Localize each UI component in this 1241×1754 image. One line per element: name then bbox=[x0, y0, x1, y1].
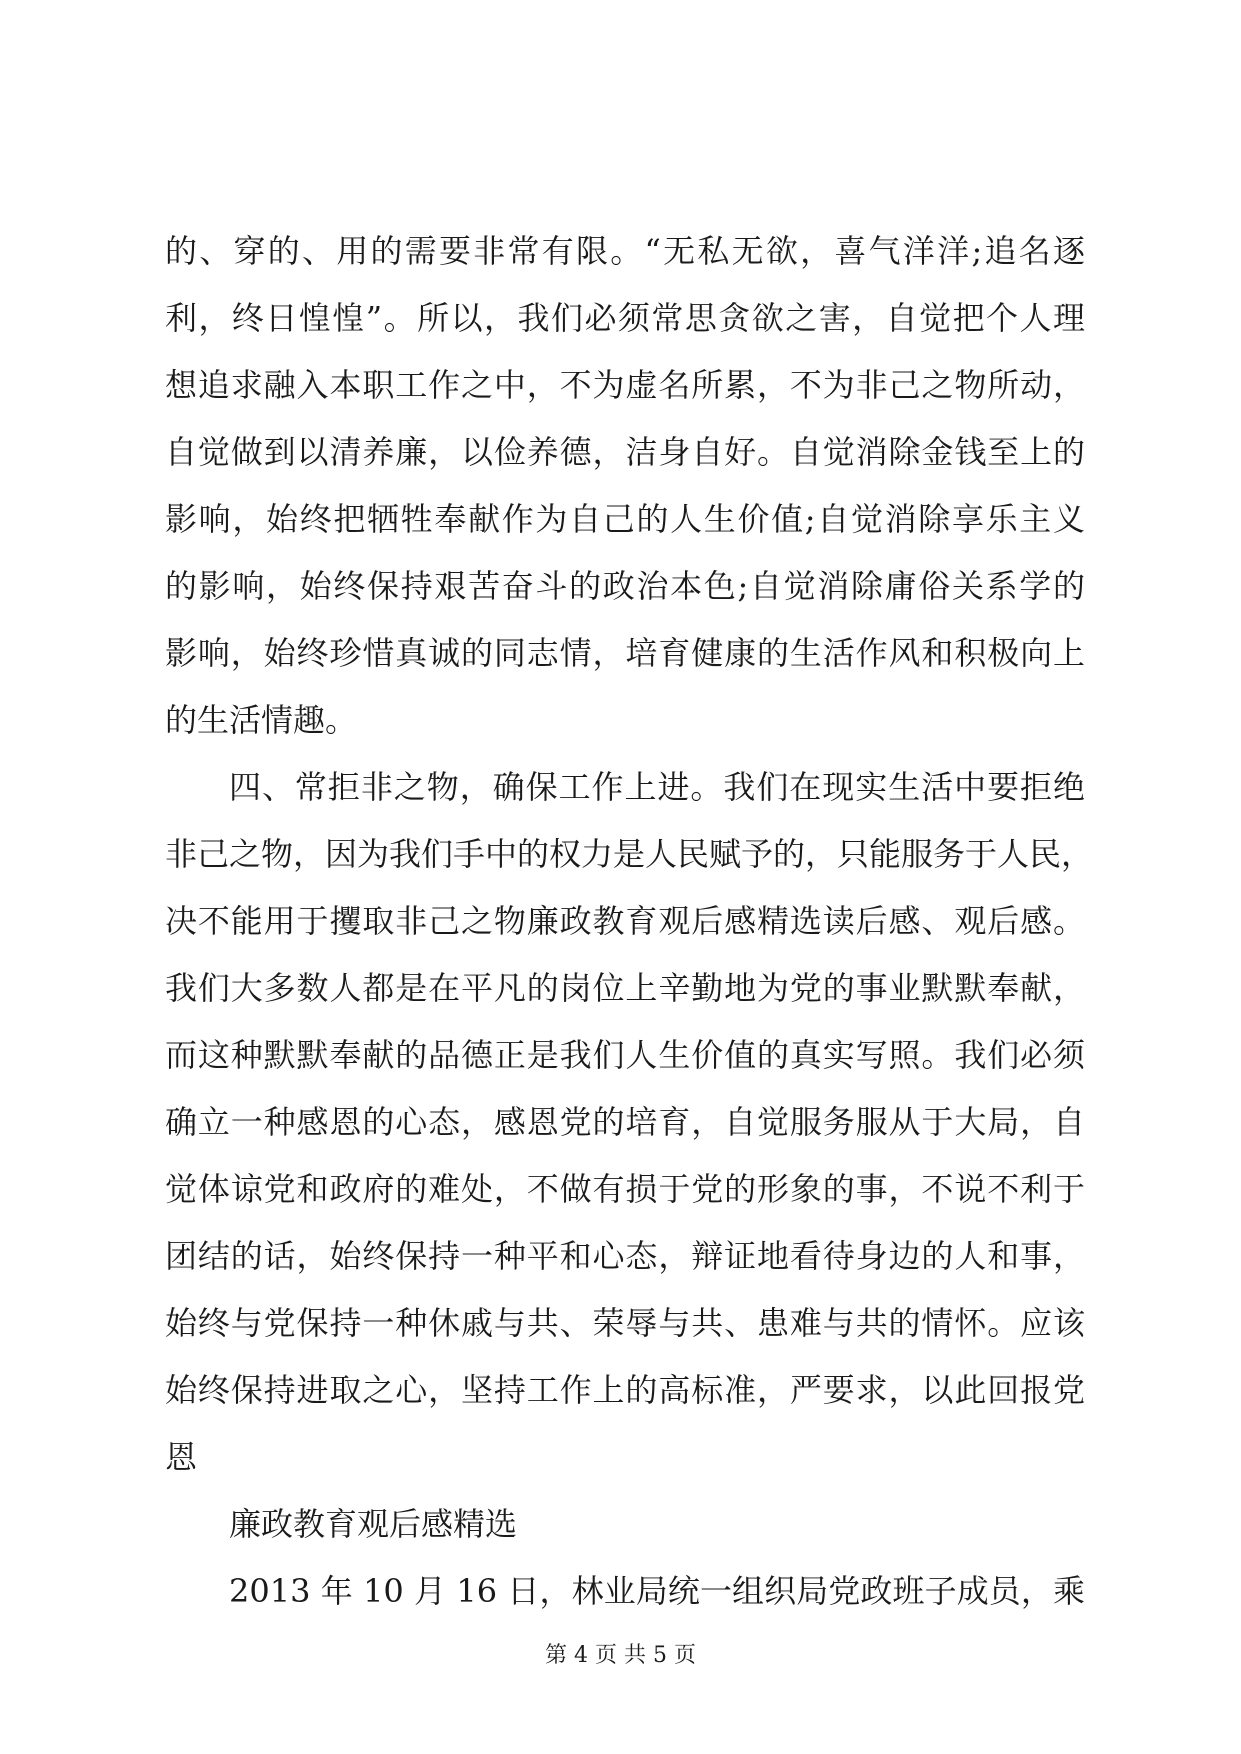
text-line: 非己之物，因为我们手中的权力是人民赋予的，只能服务于人民， bbox=[165, 835, 1094, 873]
text-line: 的生活情趣。 bbox=[165, 701, 358, 739]
text-line: 利，终日惶惶”。所以，我们必须常思贪欲之害，自觉把个人理 bbox=[165, 299, 1085, 337]
text-line: 的、穿的、用的需要非常有限。“无私无欲，喜气洋洋;追名逐 bbox=[165, 232, 1085, 270]
text-line: 的影响，始终保持艰苦奋斗的政治本色;自觉消除庸俗关系学的 bbox=[165, 567, 1085, 605]
text-line: 影响，始终把牺牲奉献作为自己的人生价值;自觉消除享乐主义 bbox=[165, 500, 1085, 538]
text-line: 2013 年 10 月 16 日，林业局统一组织局党政班子成员，乘 bbox=[229, 1572, 1085, 1610]
text-line: 影响，始终珍惜真诚的同志情，培育健康的生活作风和积极向上 bbox=[165, 634, 1085, 672]
text-line: 始终保持进取之心，坚持工作上的高标准，严要求，以此回报党 bbox=[165, 1371, 1085, 1409]
text-line: 我们大多数人都是在平凡的岗位上辛勤地为党的事业默默奉献， bbox=[165, 969, 1085, 1007]
text-line: 恩 bbox=[165, 1438, 198, 1476]
document-body bbox=[165, 218, 1094, 1625]
page-footer bbox=[0, 1638, 1241, 1669]
text-line: 而这种默默奉献的品德正是我们人生价值的真实写照。我们必须 bbox=[165, 1036, 1085, 1074]
text-line: 决不能用于攫取非己之物廉政教育观后感精选读后感、观后感。 bbox=[165, 902, 1085, 940]
text-line: 自觉做到以清养廉，以俭养德，洁身自好。自觉消除金钱至上的 bbox=[165, 433, 1085, 471]
text-line: 觉体谅党和政府的难处，不做有损于党的形象的事，不说不利于 bbox=[165, 1170, 1085, 1208]
text-line: 确立一种感恩的心态，感恩党的培育，自觉服务服从于大局，自 bbox=[165, 1103, 1085, 1141]
text-line: 团结的话，始终保持一种平和心态，辩证地看待身边的人和事， bbox=[165, 1237, 1085, 1275]
text-line: 四、常拒非之物，确保工作上进。我们在现实生活中要拒绝 bbox=[229, 768, 1085, 806]
text-line: 始终与党保持一种休戚与共、荣辱与共、患难与共的情怀。应该 bbox=[165, 1304, 1085, 1342]
section-heading: 廉政教育观后感精选 bbox=[229, 1505, 518, 1543]
text-line: 想追求融入本职工作之中，不为虚名所累，不为非己之物所动， bbox=[165, 366, 1085, 404]
page-number-label: 第 4 页 共 5 页 bbox=[545, 1643, 696, 1668]
